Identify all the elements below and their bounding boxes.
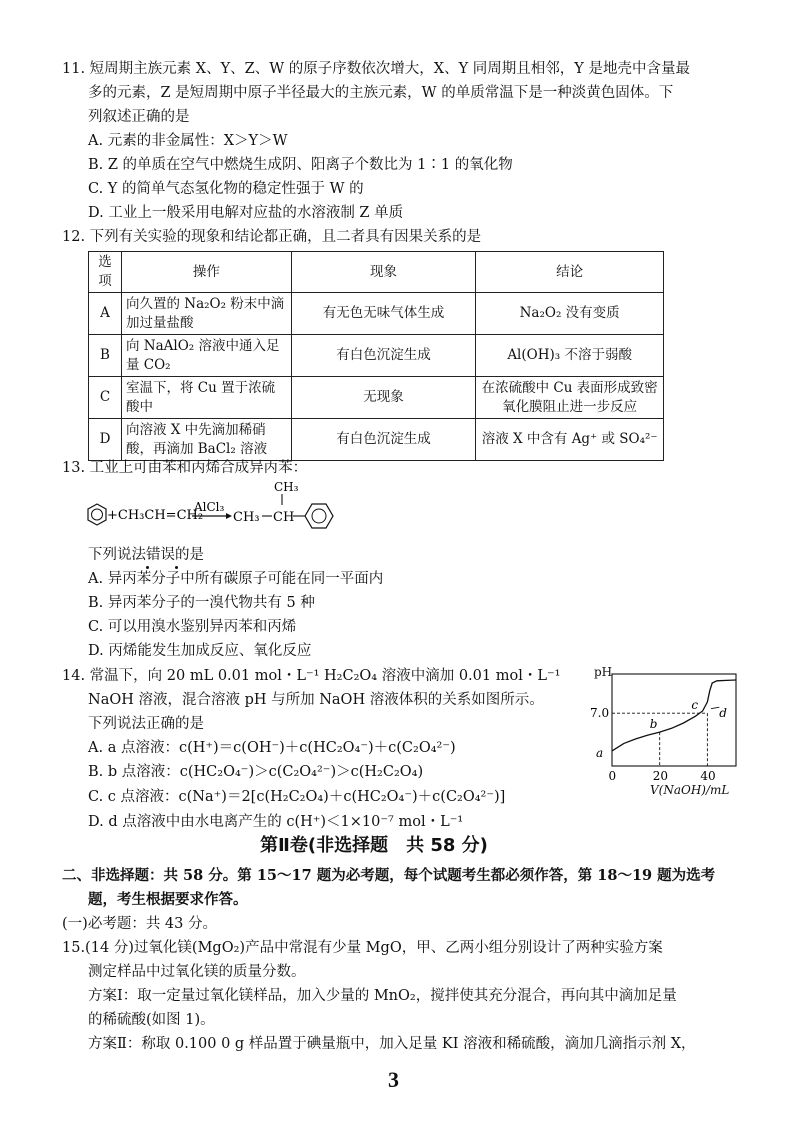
row-conclusion [476, 377, 664, 419]
q14-option-c: C. c 点溶液：c(Na⁺)＝2[c(H₂C₂O₄)＋c(HC₂O₄⁻)＋c(C₂O₄²⁻)] [88, 789, 506, 805]
q11-option-c: C. Y 的简单气态氢化物的稳定性强于 W 的 [88, 181, 364, 197]
table-row [89, 377, 664, 419]
row-phenomenon: 有白色沉淀生成 [291, 335, 476, 377]
q12-stem: 12. 下列有关实验的现象和结论都正确，且二者具有因果关系的是 [62, 229, 482, 245]
q13-stem: 13. 工业上可由苯和丙烯合成异丙苯： [62, 460, 308, 476]
q11-option-a: A. 元素的非金属性：X＞Y＞W [88, 133, 288, 149]
q14-ph-chart [588, 662, 750, 802]
required-heading: (一)必考题：共 43 分。 [62, 916, 217, 932]
table-row [89, 335, 664, 377]
q13-product-ch3-top: CH₃ [274, 480, 299, 494]
section-intro-line1: 二、非选择题：共 58 分。第 15～17 题为必考题，每个试题考生都必须作答，第 18～19 题为选考 [62, 867, 716, 884]
q11-stem-line3: 列叙述正确的是 [88, 109, 190, 125]
q11-option-b: B. Z 的单质在空气中燃烧生成阴、阳离子个数比为 1∶1 的氧化物 [88, 157, 513, 173]
y-tick-label: 7.0 [590, 706, 610, 721]
q15-line1: 15.(14 分)过氧化镁(MgO₂)产品中常混有少量 MgO，甲、乙两小组分别设计了两种实验方案 [62, 940, 663, 956]
q13-reaction-scheme [76, 476, 356, 536]
q12-table [88, 251, 664, 461]
row-conclusion [476, 335, 664, 377]
operation-line1: 向 NaAlO₂ 溶液中通入足 [125, 337, 280, 354]
q13-product-ch3-left: CH₃ [233, 510, 260, 525]
row-operation [121, 335, 291, 377]
q13-question: 下列说法错误的是 [88, 547, 204, 563]
point-label-a: a [596, 745, 604, 760]
row-operation [121, 293, 291, 335]
conclusion-line2: 氧化膜阻止进一步反应 [502, 398, 638, 415]
q11-stem-line1: 11. 短周期主族元素 X、Y、Z、W 的原子序数依次增大，X、Y 同周期且相邻，Y 是地壳中含量最 [62, 61, 690, 77]
q13-option-a: A. 异丙苯分子中所有碳原子可能在同一平面内 [88, 571, 384, 587]
operation-line1: 室温下，将 Cu 置于浓硫 [125, 379, 276, 396]
operation-line1: 向溶液 X 中先滴加稀硝 [125, 421, 266, 438]
row-option: B [89, 335, 122, 377]
table-header: 选项 [89, 252, 122, 293]
q13-option-b: B. 异丙苯分子的一溴代物共有 5 种 [88, 595, 315, 611]
conclusion-line1: 溶液 X 中含有 Ag⁺ 或 SO₄²⁻ [481, 431, 658, 447]
table-row [89, 419, 664, 461]
row-operation [121, 377, 291, 419]
q14-stem-line1: 14. 常温下，向 20 mL 0.01 mol・L⁻¹ H₂C₂O₄ 溶液中滴加 0.01 mol・L⁻¹ [62, 668, 561, 684]
q13-option-c: C. 可以用溴水鉴别异丙苯和丙烯 [88, 619, 297, 635]
table-header-row [89, 252, 664, 293]
q13-option-d: D. 丙烯能发生加成反应、氧化反应 [88, 643, 312, 659]
operation-line2: 酸，再滴加 BaCl₂ 溶液 [125, 440, 268, 457]
row-phenomenon: 有白色沉淀生成 [291, 419, 476, 461]
x-tick-label: 40 [700, 769, 716, 783]
section-intro-line2: 题，考生根据要求作答。 [88, 891, 248, 908]
x-tick-label: 20 [652, 769, 668, 783]
conclusion-line1: 在浓硫酸中 Cu 表面形成致密 [481, 379, 658, 396]
point-label-d: d [719, 706, 727, 721]
table-header: 操作 [121, 252, 291, 293]
row-phenomenon: 无现象 [291, 377, 476, 419]
x-tick-label: 0 [608, 769, 617, 783]
row-option: A [89, 293, 122, 335]
q15-line2: 测定样品中过氧化镁的质量分数。 [88, 964, 306, 980]
conclusion-line1: Al(OH)₃ 不溶于弱酸 [507, 347, 632, 363]
q14-option-d: D. d 点溶液中由水电离产生的 c(H⁺)＜1×10⁻⁷ mol・L⁻¹ [88, 814, 464, 830]
page-number: 3 [388, 1067, 399, 1092]
operation-line2: 加过量盐酸 [125, 314, 194, 331]
q15-line3: 方案Ⅰ：取一定量过氧化镁样品，加入少量的 MnO₂，搅拌使其充分混合，再向其中滴加足量 [88, 988, 677, 1004]
table-row [89, 293, 664, 335]
row-phenomenon: 有无色无味气体生成 [291, 293, 476, 335]
q14-option-a: A. a 点溶液：c(H⁺)＝c(OH⁻)＋c(HC₂O₄⁻)＋c(C₂O₄²⁻) [88, 740, 456, 756]
q15-line4: 的稀硫酸(如图 1)。 [88, 1012, 215, 1028]
plot-frame [612, 674, 736, 766]
q14-question: 下列说法正确的是 [88, 716, 204, 732]
q15-line5: 方案Ⅱ：称取 0.100 0 g 样品置于碘量瓶中，加入足量 KI 溶液和稀硫酸，滴加几滴指示剂 X， [88, 1036, 696, 1052]
row-operation [121, 419, 291, 461]
point-label-b: b [649, 717, 658, 732]
table-header: 结论 [476, 252, 664, 293]
q13-product-ch: CH [273, 510, 295, 525]
row-conclusion [476, 419, 664, 461]
q11-stem-line2: 多的元素，Z 是短周期中原子半径最大的主族元素，W 的单质常温下是一种淡黄色固体。下 [88, 85, 674, 101]
section-title: 第Ⅱ卷(非选择题 共 58 分) [260, 835, 488, 856]
q13-reagent: +CH₃CH=CH₂ [107, 508, 204, 523]
q13-catalyst: AlCl₃ [194, 500, 225, 514]
operation-line2: 酸中 [125, 398, 153, 415]
x-axis-label: V(NaOH)/mL [650, 783, 730, 797]
q14-option-b: B. b 点溶液：c(HC₂O₄⁻)＞c(C₂O₄²⁻)＞c(H₂C₂O₄) [88, 764, 424, 780]
table-header: 现象 [291, 252, 476, 293]
point-label-c: c [691, 698, 699, 713]
q11-option-d: D. 工业上一般采用电解对应盐的水溶液制 Z 单质 [88, 205, 404, 221]
y-axis-label: pH [594, 665, 613, 679]
row-conclusion [476, 293, 664, 335]
conclusion-line1: Na₂O₂ 没有变质 [519, 305, 620, 321]
benzene-ring-reactant [88, 504, 106, 525]
row-option: C [89, 377, 122, 419]
point-d-pointer [711, 707, 719, 708]
operation-line2: 量 CO₂ [125, 356, 171, 373]
titration-curve [612, 680, 736, 751]
benzene-ring-product [305, 504, 333, 528]
row-option: D [89, 419, 122, 461]
q14-stem-line2: NaOH 溶液，混合溶液 pH 与所加 NaOH 溶液体积的关系如图所示。 [88, 692, 544, 708]
operation-line1: 向久置的 Na₂O₂ 粉末中滴 [125, 295, 285, 312]
